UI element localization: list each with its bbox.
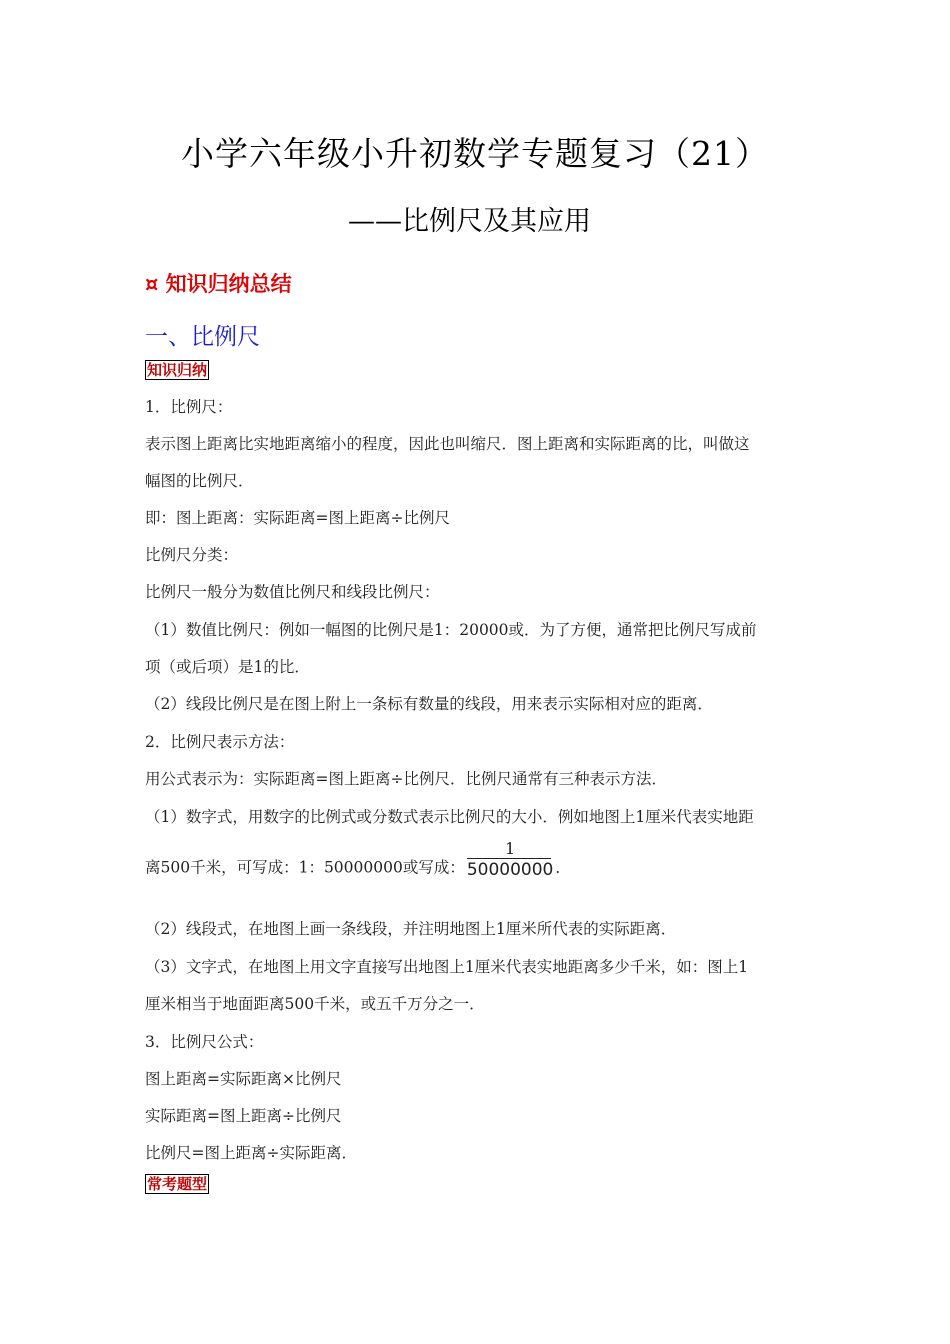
section-marker-heading: ¤ 知识归纳总结 [145, 272, 292, 296]
section-heading-scale: 一、比例尺 [145, 324, 260, 350]
text-line: 即：图上距离：实际距离=图上距离÷比例尺 [145, 509, 450, 527]
text-line: （3）文字式，在地图上用文字直接写出地图上1厘米代表实地距离多少千米，如：图上1 [145, 958, 749, 976]
text-line: 1．比例尺： [145, 398, 233, 416]
common-questions-tag: 常考题型 [147, 1175, 208, 1193]
fraction-line-suffix: ． [555, 858, 571, 877]
text-line: 用公式表示为：实际距离=图上距离÷比例尺．比例尺通常有三种表示方法． [145, 770, 667, 788]
text-line: 项（或后项）是1的比． [145, 658, 310, 676]
text-line: （1）数值比例尺：例如一幅图的比例尺是1：20000或．为了方便，通常把比例尺写成前 [145, 621, 757, 639]
text-line: 表示图上距离比实地距离缩小的程度，因此也叫缩尺．图上距离和实际距离的比，叫做这 [145, 435, 750, 453]
knowledge-tag: 知识归纳 [147, 361, 208, 379]
text-line: 2．比例尺表示方法： [145, 733, 295, 751]
fraction-numerator: 1 [505, 839, 516, 858]
text-line: 图上距离=实际距离×比例尺 [145, 1070, 342, 1088]
fraction [467, 840, 554, 881]
text-line: 比例尺分类： [145, 546, 239, 564]
text-line: （1）数字式，用数字的比例式或分数式表示比例尺的大小．例如地图上1厘米代表实地距 [145, 808, 754, 826]
page-subtitle: ——比例尺及其应用 [348, 206, 591, 237]
page-title: 小学六年级小升初数学专题复习（21） [181, 134, 769, 173]
text-line: 比例尺=图上距离÷实际距离． [145, 1144, 357, 1162]
text-line: 比例尺一般分为数值比例尺和线段比例尺： [145, 583, 440, 601]
fraction-denominator: 50000000 [466, 860, 554, 880]
fraction-line-prefix: 离500千米，可写成：1：50000000或写成： [145, 858, 465, 877]
text-line: 实际距离=图上距离÷比例尺 [145, 1107, 342, 1125]
text-line: 幅图的比例尺． [145, 472, 254, 490]
text-line: 3．比例尺公式： [145, 1033, 264, 1051]
text-line: 厘米相当于地面距离500千米，或五千万分之一． [145, 995, 485, 1013]
text-line: （2）线段式，在地图上画一条线段，并注明地图上1厘米所代表的实际距离． [145, 920, 677, 938]
fraction-line [145, 839, 571, 889]
text-line: （2）线段比例尺是在图上附上一条标有数量的线段，用来表示实际相对应的距离． [145, 695, 713, 713]
